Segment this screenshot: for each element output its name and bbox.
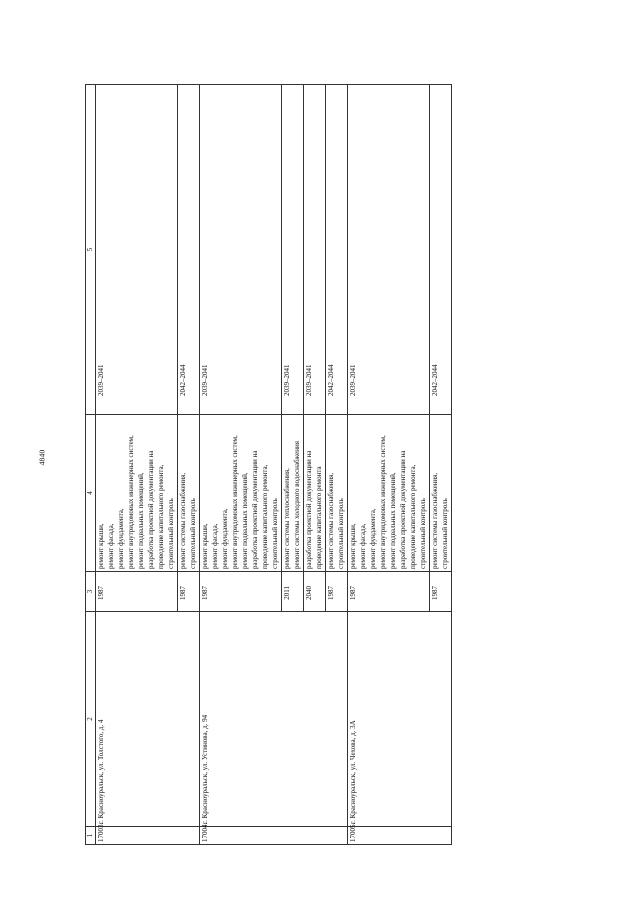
planned-period: 2042–2044 bbox=[178, 85, 200, 415]
work-types bbox=[96, 415, 178, 572]
last-repair-year: 1987 bbox=[348, 572, 430, 612]
last-repair-year: 1987 bbox=[430, 572, 452, 612]
object-id: 17005. bbox=[348, 827, 452, 845]
object-id: 17003. bbox=[96, 827, 200, 845]
work-item: ремонт системы холодного водоснабжения bbox=[293, 441, 301, 569]
planned-period: 2039–2041 bbox=[200, 85, 282, 415]
page-number: 4840 bbox=[37, 449, 47, 466]
work-item: строительный контроль bbox=[271, 498, 279, 569]
rotated-page bbox=[85, 85, 520, 845]
object-address: г. Красноуральск, ул. Толстого, д. 4 bbox=[96, 612, 200, 827]
work-item: ремонт системы газоснабжения, bbox=[327, 472, 335, 569]
work-item: ремонт подвальных помещений, bbox=[241, 472, 249, 569]
work-types bbox=[304, 415, 326, 572]
last-repair-year: 2040 bbox=[304, 572, 326, 612]
column-number: 3 bbox=[86, 572, 96, 612]
work-item: проведение капитального ремонта, bbox=[261, 464, 269, 569]
column-number: 5 bbox=[86, 85, 96, 415]
work-item: ремонт крыши, bbox=[349, 523, 357, 569]
planned-period: 2039–2041 bbox=[96, 85, 178, 415]
column-number: 2 bbox=[86, 612, 96, 827]
work-item: ремонт фасада, bbox=[107, 523, 115, 569]
object-address: г. Красноуральск, ул. Чехова, д. 3А bbox=[348, 612, 452, 827]
work-types bbox=[326, 415, 348, 572]
planned-period: 2039–2041 bbox=[304, 85, 326, 415]
work-item: ремонт подвальных помещений, bbox=[389, 472, 397, 569]
planned-period: 2039–2041 bbox=[282, 85, 304, 415]
work-item: ремонт фасада, bbox=[359, 523, 367, 569]
work-item: ремонт подвальных помещений, bbox=[137, 472, 145, 569]
work-item: ремонт системы газоснабжения, bbox=[431, 472, 439, 569]
work-types bbox=[282, 415, 304, 572]
work-types bbox=[430, 415, 452, 572]
work-item: разработка проектной документации на bbox=[147, 450, 155, 569]
object-address: г. Красноуральск, ул. Устинова, д. 94 bbox=[200, 612, 348, 827]
column-number: 1 bbox=[86, 827, 96, 845]
table-row bbox=[200, 85, 282, 845]
object-id: 17004. bbox=[200, 827, 348, 845]
work-item: разработка проектной документации на bbox=[305, 450, 313, 569]
work-item: проведение капитального ремонта, bbox=[409, 464, 417, 569]
planned-period: 2039–2041 bbox=[348, 85, 430, 415]
work-item: ремонт крыши, bbox=[97, 523, 105, 569]
work-item: ремонт внутридомовых инженерных систем, bbox=[379, 435, 387, 569]
planned-period: 2042–2044 bbox=[430, 85, 452, 415]
work-types bbox=[178, 415, 200, 572]
work-item: ремонт фасада, bbox=[211, 523, 219, 569]
work-item: ремонт внутридомовых инженерных систем, bbox=[231, 435, 239, 569]
work-types bbox=[348, 415, 430, 572]
table-row bbox=[348, 85, 430, 845]
work-item: ремонт фундамента, bbox=[117, 508, 125, 569]
work-item: ремонт системы теплоснабжения, bbox=[283, 468, 291, 569]
work-item: проведение капитального ремонта bbox=[315, 466, 323, 569]
work-item: разработка проектной документации на bbox=[399, 450, 407, 569]
work-item: ремонт системы газоснабжения, bbox=[179, 472, 187, 569]
work-types bbox=[200, 415, 282, 572]
work-item: строительный контроль bbox=[337, 498, 345, 569]
work-item: проведение капитального ремонта, bbox=[157, 464, 165, 569]
last-repair-year: 1987 bbox=[200, 572, 282, 612]
work-item: строительный контроль bbox=[419, 498, 427, 569]
planned-period: 2042–2044 bbox=[326, 85, 348, 415]
work-item: ремонт фундамента, bbox=[369, 508, 377, 569]
work-item: ремонт внутридомовых инженерных систем, bbox=[127, 435, 135, 569]
table-row bbox=[96, 85, 178, 845]
last-repair-year: 1987 bbox=[326, 572, 348, 612]
work-item: строительный контроль bbox=[167, 498, 175, 569]
work-item: ремонт фундамента, bbox=[221, 508, 229, 569]
repair-schedule-table bbox=[85, 84, 452, 845]
last-repair-year: 2011 bbox=[282, 572, 304, 612]
last-repair-year: 1987 bbox=[178, 572, 200, 612]
column-number-row bbox=[86, 85, 96, 845]
column-number: 4 bbox=[86, 415, 96, 572]
work-item: строительный контроль bbox=[441, 498, 449, 569]
work-item: ремонт крыши, bbox=[201, 523, 209, 569]
work-item: разработка проектной документации на bbox=[251, 450, 259, 569]
last-repair-year: 1987 bbox=[96, 572, 178, 612]
work-item: строительный контроль bbox=[189, 498, 197, 569]
